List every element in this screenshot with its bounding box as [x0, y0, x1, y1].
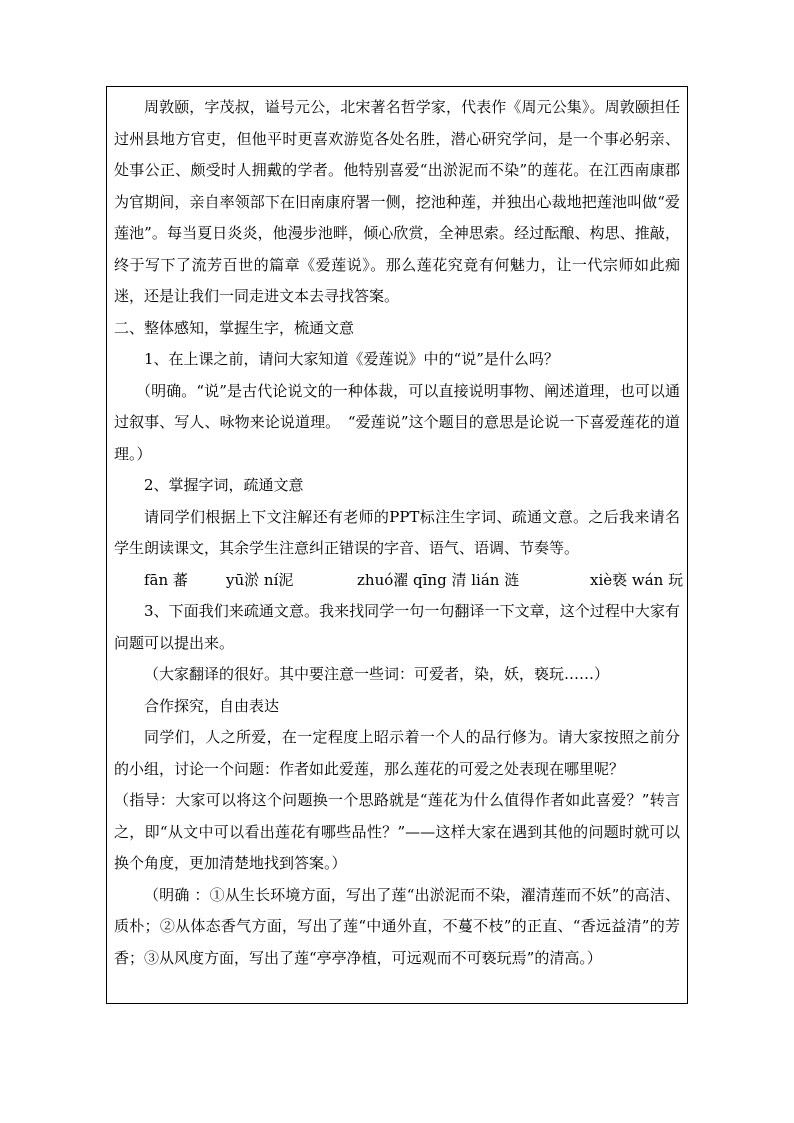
section-three-heading: 合作探究，自由表达 [144, 696, 280, 715]
question-three: 3、下面我们来疏通文意。我来找同学一句一句翻译一下文章，这个过程中大家有问题可以提出来。 [114, 602, 680, 652]
question-two: 2、掌握字词，疏通文意 [144, 476, 304, 494]
section-two-heading: 二、整体感知，掌握生字，梳通文意 [114, 318, 355, 337]
guidance-paragraph: （指导：大家可以将这个问题换一个思路就是“莲花为什么值得作者如此喜爱？”转言之，即“从文中可以看出莲花有哪些品性？”——这样大家在遇到其他的问题时就可以换个角度，更加清楚地找到答案。） [114, 791, 680, 872]
pinyin-item: zhuó濯 qīng 清 lián 涟 [357, 570, 520, 589]
intro-paragraph: 周敦颐，字茂叔，谥号元公，北宋著名哲学家，代表作《周元公集》。周敦颐担任过州县地方官吏，但他平时更喜欢游览各处名胜，潜心研究学问，是一个事必躬亲、处事公正、颇受时人拥戴的学者。他特别喜爱“出淤泥而不染”的莲花。在江西南康郡为官期间，亲自率领部下在旧南康府署一侧，挖池种莲，并独出心裁地把莲池叫做“爱莲池”。每当夏日炎炎，他漫步池畔，倾心欣赏，全神思索。经过酝酿、构思、推敲，终于写下了流芳百世的篇章《爱莲说》。那么莲花究竟有何魅力，让一代宗师如此痴迷，还是让我们一同走进文本去寻找答案。 [114, 98, 680, 305]
answer-one: （明确。“说”是古代论说文的一种体裁，可以直接说明事物、阐述道理，也可以通过叙事、写人、咏物来论说道理。 “爱莲说”这个题目的意思是论说一下喜爱莲花的道理。） [114, 381, 680, 463]
document-body [114, 92, 684, 974]
pinyin-row [114, 565, 684, 597]
answer-three: （大家翻译的很好。其中要注意一些词：可爱者，染，妖，亵玩……） [144, 665, 610, 683]
question-one: 1、在上课之前，请问大家知道《爱莲说》中的“说”是什么吗？ [144, 350, 559, 368]
discussion-paragraph: 同学们，人之所爱，在一定程度上昭示着一个人的品行修为。请大家按照之前分的小组，讨论一个问题：作者如此爱莲，那么莲花的可爱之处表现在哪里呢？ [114, 728, 680, 778]
pinyin-item: xiè亵 wán 玩 [590, 570, 684, 589]
pinyin-item: fān 蕃 [144, 570, 188, 589]
question-two-text: 请同学们根据上下文注解还有老师的PPT标注生字词、疏通文意。之后我来请名学生朗读课文，其余学生注意纠正错误的字音、语气、语调、节奏等。 [114, 507, 680, 557]
answer-paragraph: （明确 ：①从生长环境方面，写出了莲“出淤泥而不染，濯清莲而不妖”的高洁、质朴；②从体态香气方面，写出了莲“中通外直，不蔓不枝”的正直、“香远益清”的芳香；③从风度方面，写出了莲“亭亭净植，可远观而不可亵玩焉”的清高。） [114, 885, 680, 967]
pinyin-item: yū淤 ní泥 [226, 570, 294, 589]
